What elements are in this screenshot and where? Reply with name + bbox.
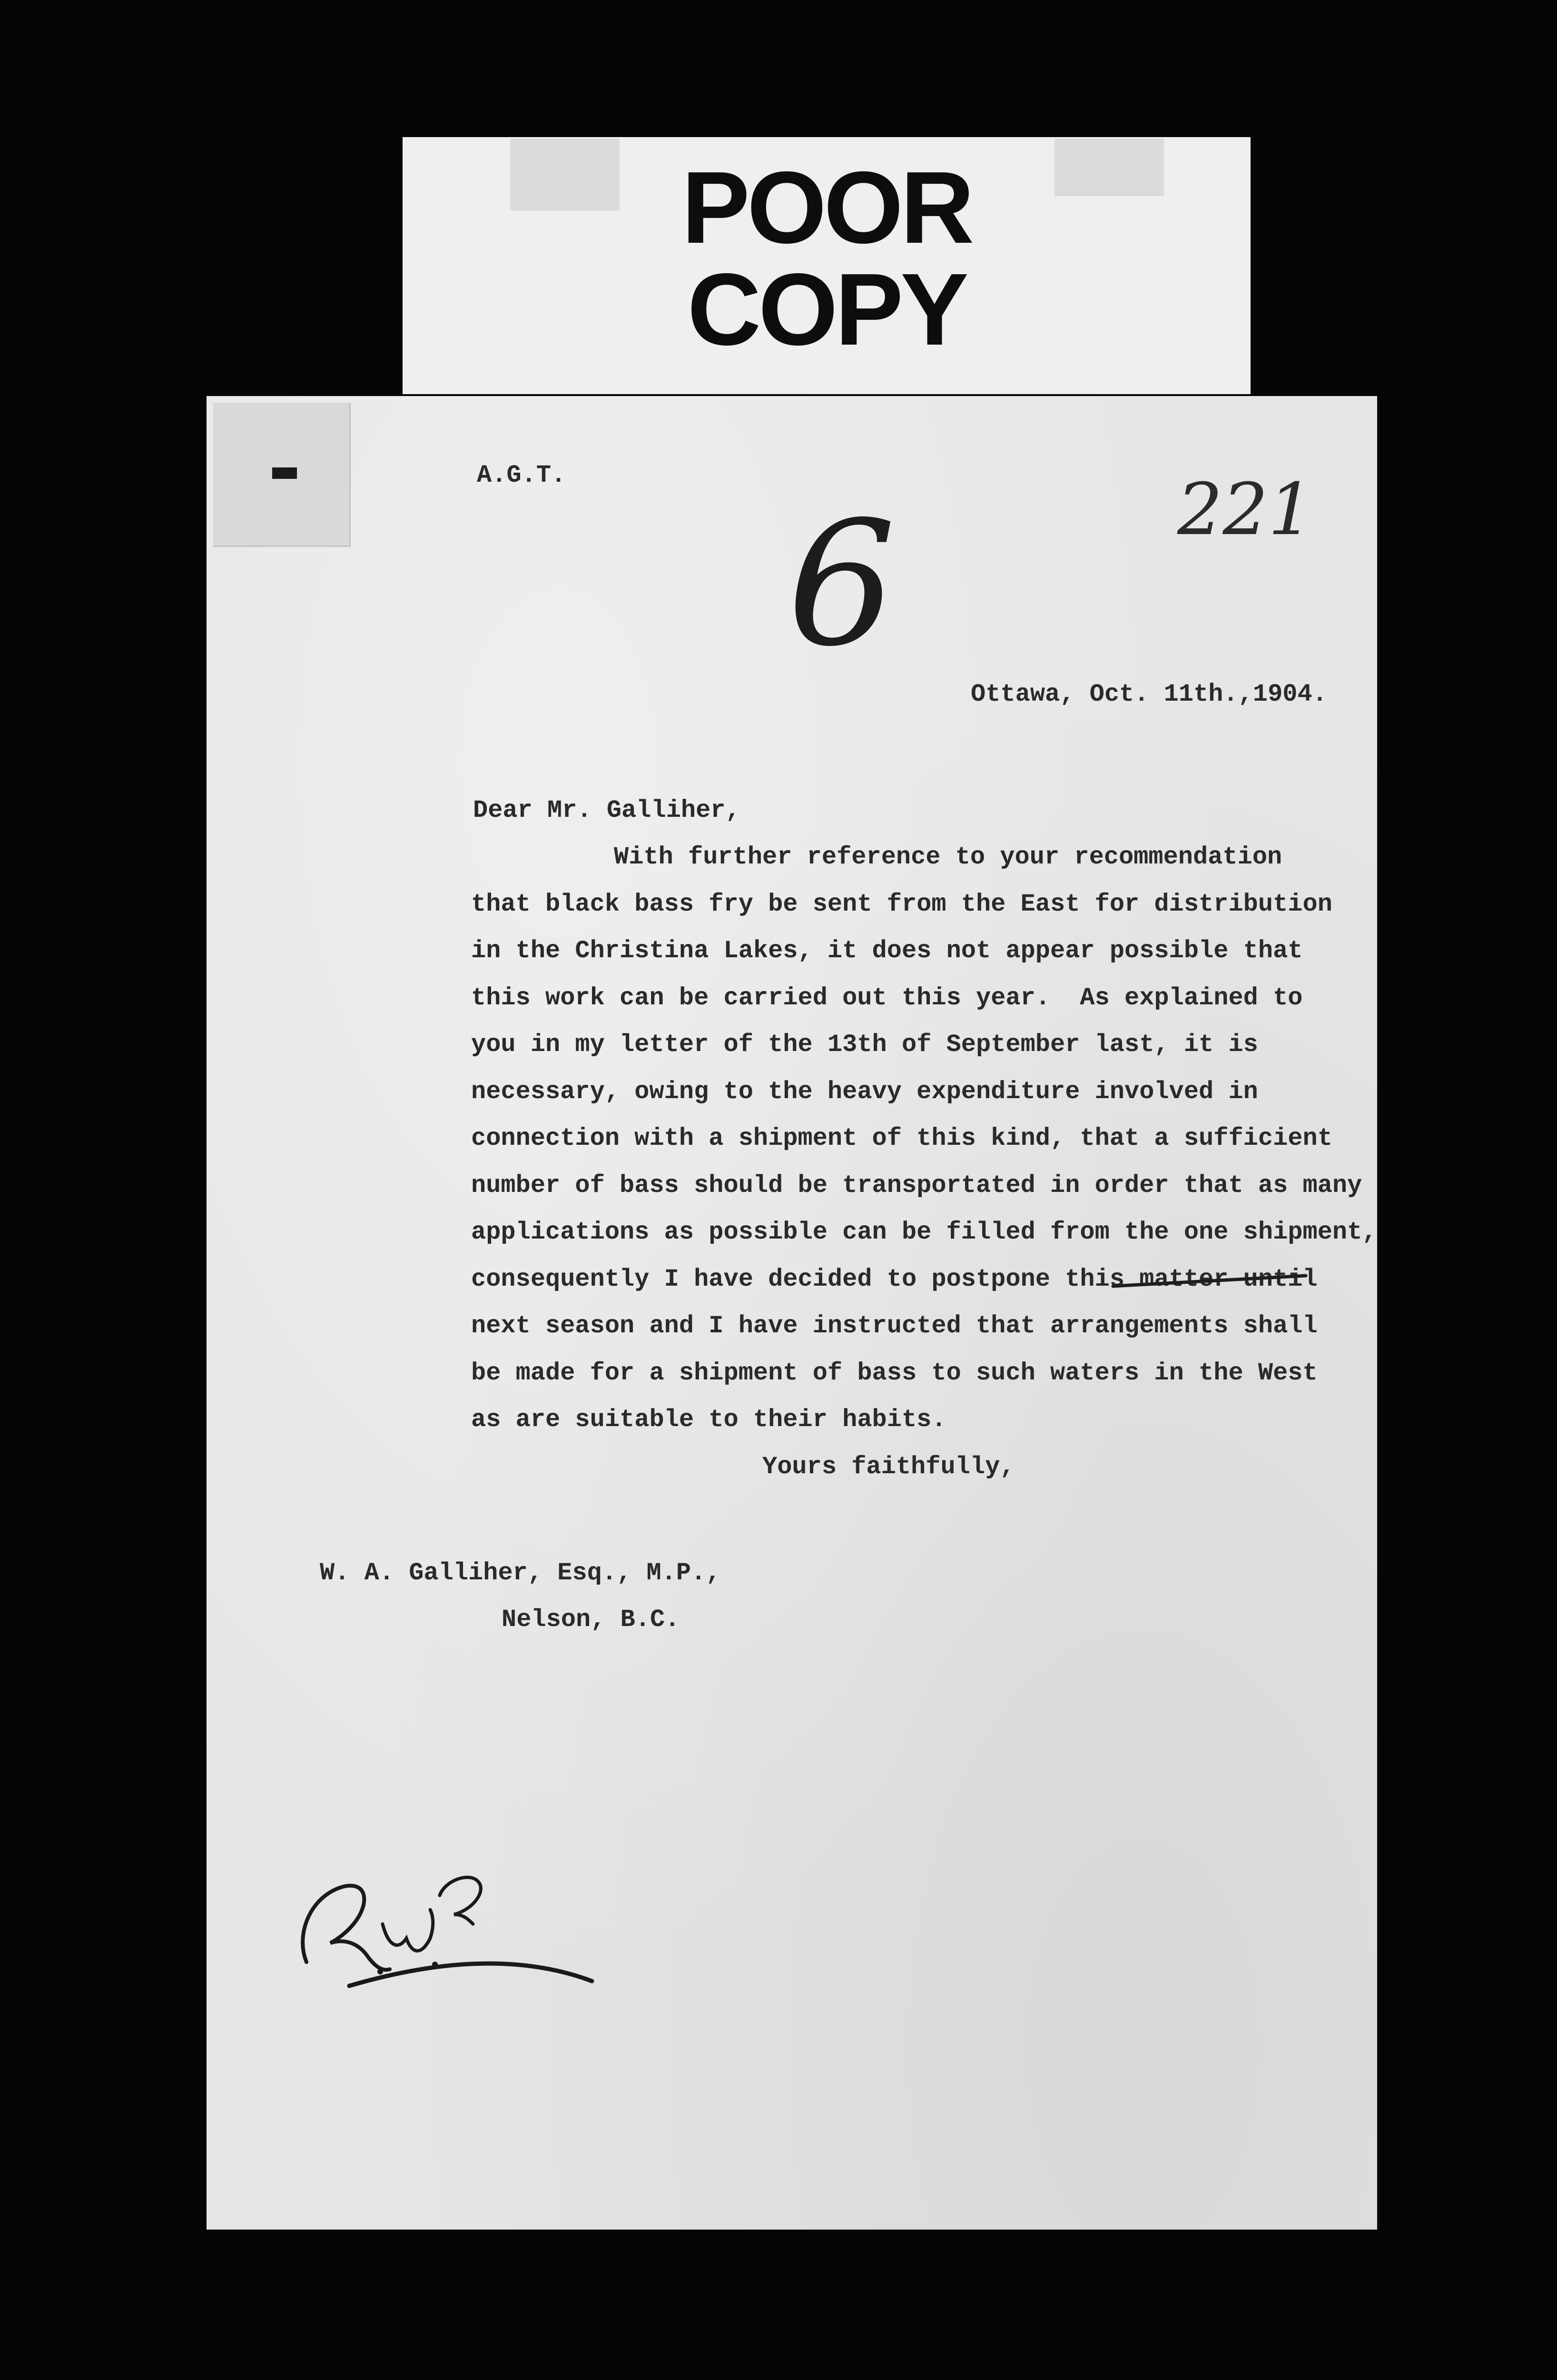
body-line: that black bass fry be sent from the East for distribution [471,890,1332,918]
sender-initials: A.G.T. [477,461,566,489]
body-line: connection with a shipment of this kind, that a sufficient [471,1124,1332,1152]
addressee-name: W. A. Galliher, Esq., M.P., [320,1559,721,1587]
marginal-mark-handwritten [778,491,901,682]
body-line: necessary, owing to the heavy expenditure involved in [471,1077,1258,1106]
body-line: be made for a shipment of bass to such waters in the West [471,1359,1318,1387]
body-line: you in my letter of the 13th of September last, it is [471,1031,1258,1059]
body-line: as are suitable to their habits. [471,1406,946,1434]
closing: Yours faithfully, [762,1452,1015,1481]
poor-copy-label [403,137,1251,394]
addressee-location: Nelson, B.C. [502,1606,680,1634]
body-line: With further reference to your recommendation [614,843,1282,871]
folio-number-handwritten [1173,463,1315,558]
poor-copy-line2: COPY [687,252,966,367]
body-line: applications as possible can be filled from the one shipment, [471,1218,1377,1246]
letter-page [207,396,1377,2230]
body-line: next season and I have instructed that arrangements shall [471,1312,1318,1340]
salutation: Dear Mr. Galliher, [473,796,740,824]
poor-copy-line1: POOR [681,150,972,265]
dateline: Ottawa, Oct. 11th.,1904. [971,680,1327,708]
svg-text:6: 6 [787,491,897,682]
body-line: consequently I have decided to postpone this matter until [471,1265,1318,1293]
signature-initials [287,1843,621,2000]
punch-mark [272,467,297,479]
body-line: in the Christina Lakes, it does not appear possible that [471,937,1303,965]
svg-text:221: 221 [1177,468,1314,551]
body-line: number of bass should be transportated in order that as many [471,1171,1362,1200]
body-line: this work can be carried out this year. As explained to [471,983,1303,1012]
letter-body [471,834,1377,1490]
